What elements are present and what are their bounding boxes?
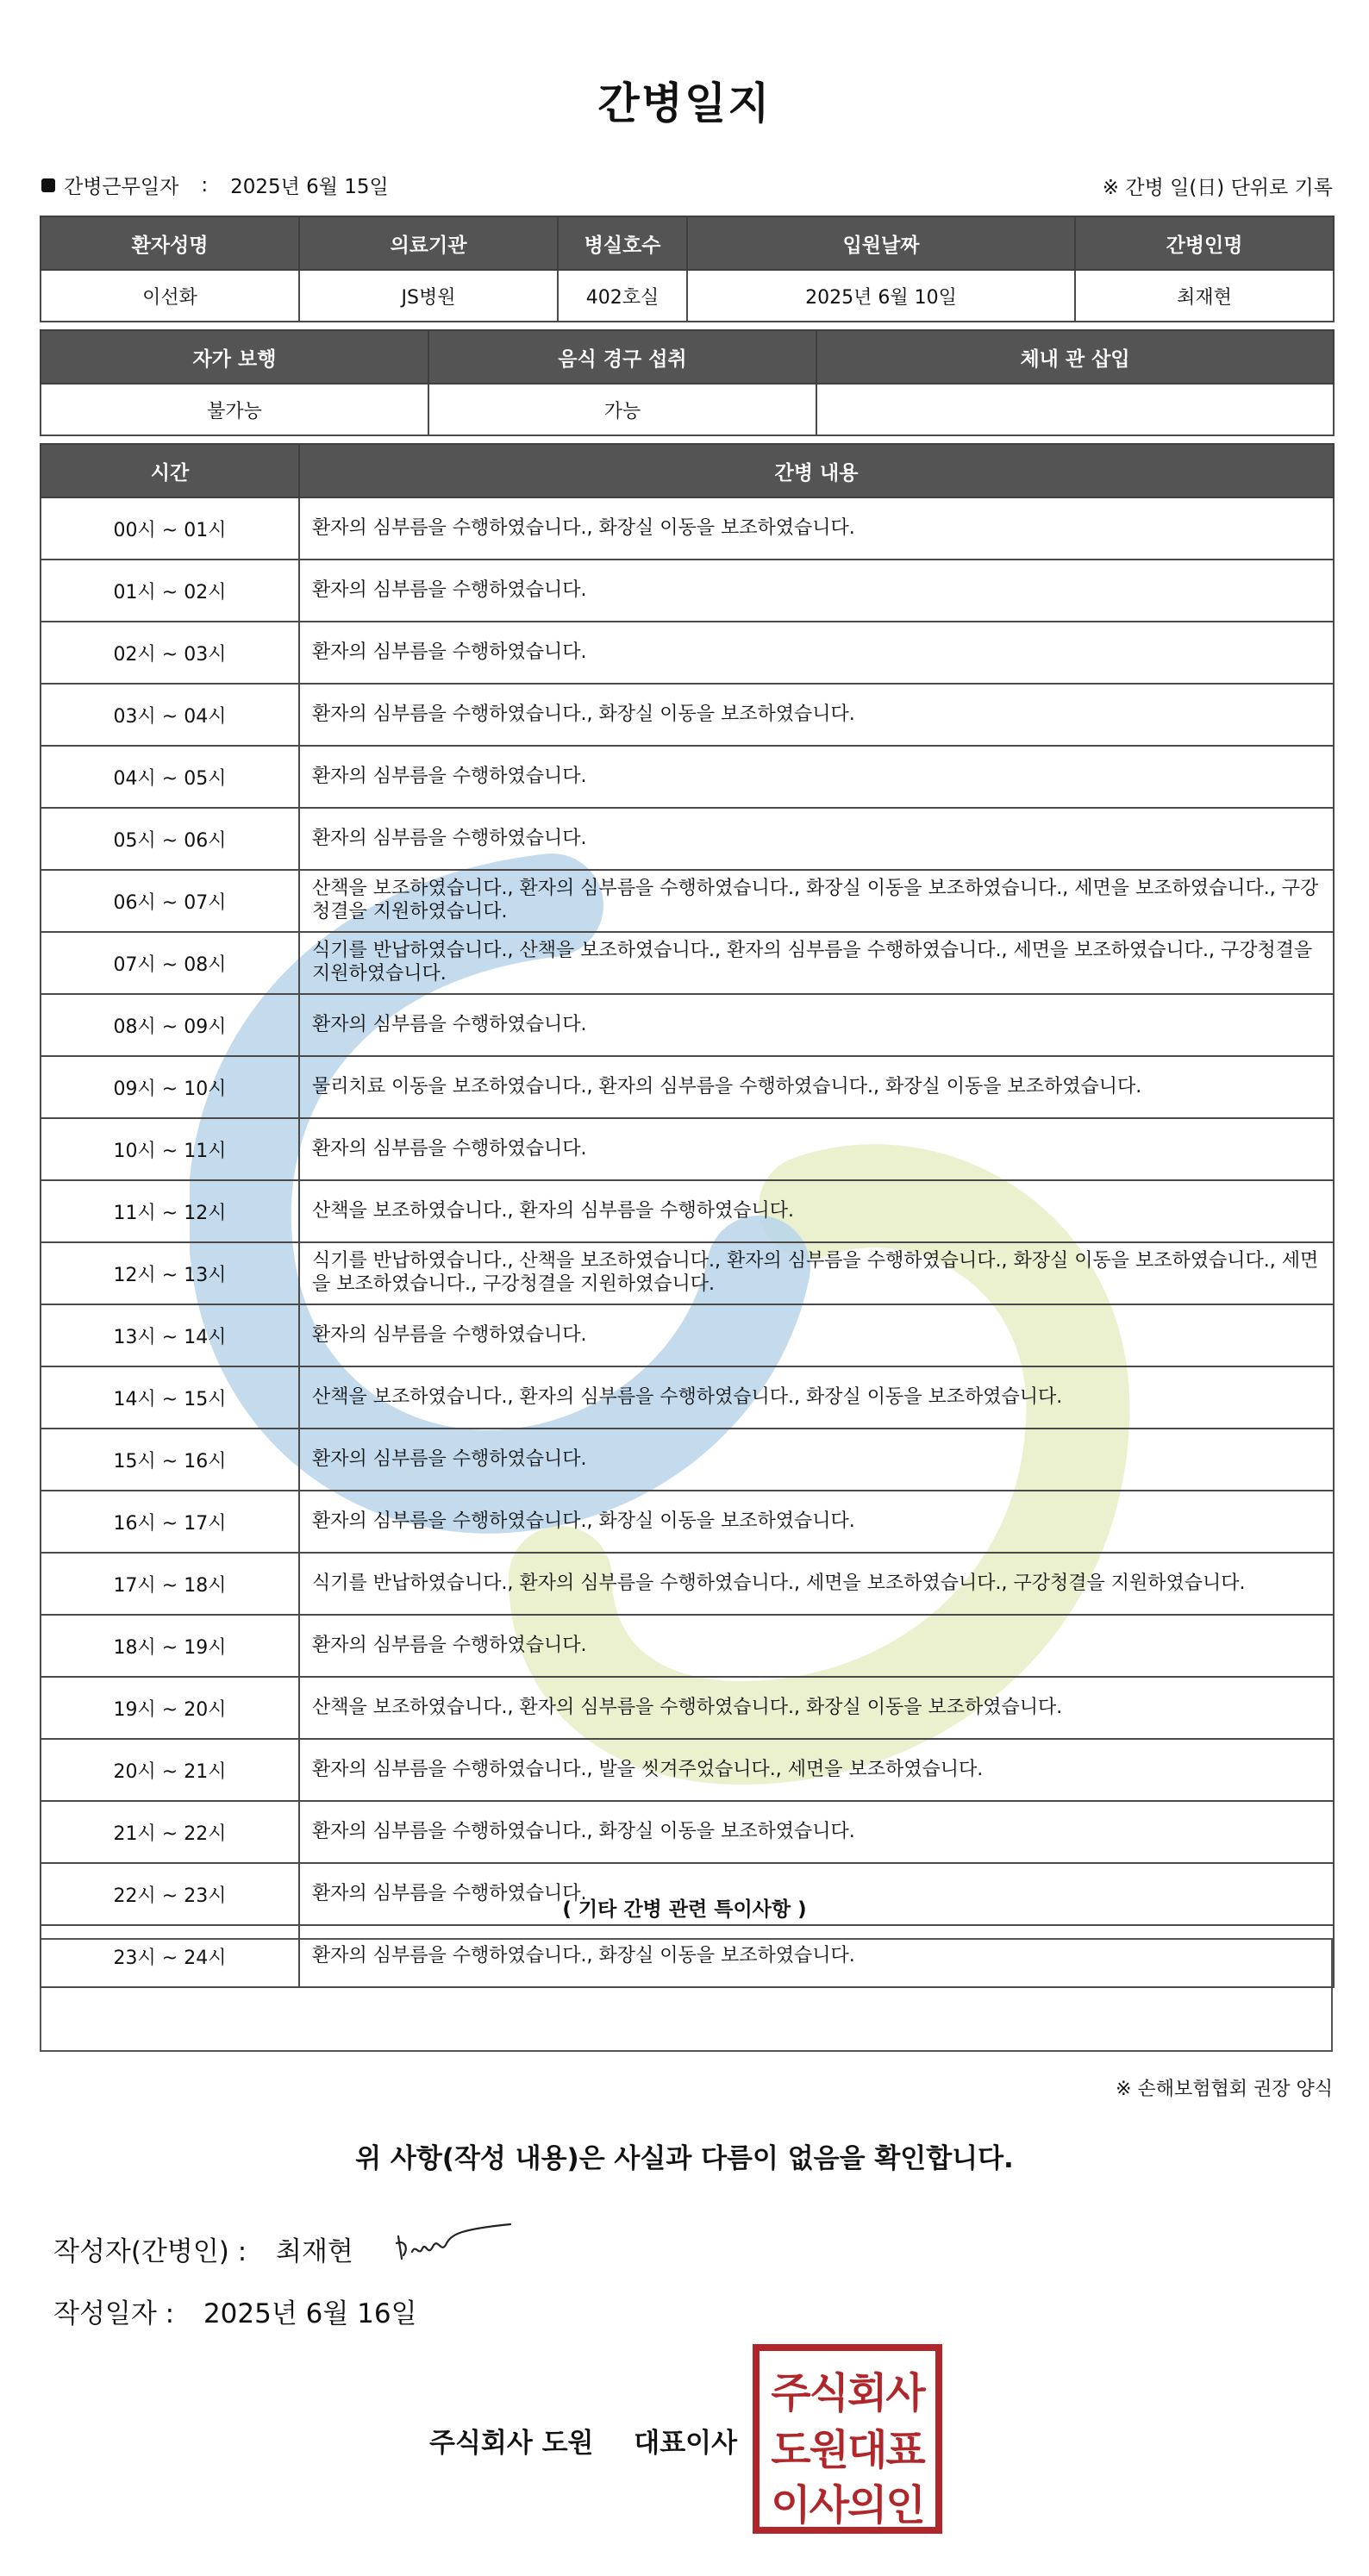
time-slot-cell: 17시 ~ 18시 (41, 1553, 299, 1615)
time-slot-cell: 21시 ~ 22시 (41, 1801, 299, 1863)
tube-insertion-value (816, 384, 1334, 435)
svg-text:이사의인: 이사의인 (771, 2481, 924, 2529)
table-row (41, 1304, 1334, 1366)
time-slot-cell: 19시 ~ 20시 (41, 1677, 299, 1739)
care-content-cell: 환자의 심부름을 수행하였습니다. (299, 994, 1334, 1056)
work-date-line (41, 171, 389, 199)
company-title: 대표이사 (634, 2428, 738, 2459)
time-slot-cell: 04시 ~ 05시 (41, 746, 299, 808)
time-slot-cell: 03시 ~ 04시 (41, 684, 299, 746)
time-slot-cell: 23시 ~ 24시 (41, 1925, 299, 1987)
author-line (53, 2229, 353, 2268)
time-slot-cell: 11시 ~ 12시 (41, 1180, 299, 1242)
written-date-label: 작성일자 : (53, 2298, 175, 2329)
work-date-label: 간병근무일자 (64, 176, 179, 198)
care-content-cell: 환자의 심부름을 수행하였습니다. (299, 622, 1334, 684)
table-row (41, 1863, 1334, 1925)
care-log-table (40, 443, 1335, 1988)
time-slot-cell: 13시 ~ 14시 (41, 1304, 299, 1366)
patient-value-row (41, 270, 1334, 322)
patient-name: 이선화 (41, 270, 299, 322)
bullet-square-icon (41, 178, 55, 192)
care-content-cell: 환자의 심부름을 수행하였습니다. (299, 1429, 1334, 1491)
patient-status-table (40, 329, 1335, 436)
form-note: ※ 손해보험협회 권장 양식 (1116, 2079, 1333, 2100)
header-tube-insertion: 체내 관 삽입 (816, 330, 1334, 384)
company-seal-stamp (752, 2343, 943, 2535)
time-slot-cell: 09시 ~ 10시 (41, 1056, 299, 1118)
written-date-value: 2025년 6월 16일 (203, 2298, 417, 2329)
table-row (41, 1553, 1334, 1615)
time-slot-cell: 05시 ~ 06시 (41, 808, 299, 870)
care-content-cell: 환자의 심부름을 수행하였습니다. (299, 1304, 1334, 1366)
care-content-cell: 환자의 심부름을 수행하였습니다., 화장실 이동을 보조하였습니다. (299, 1925, 1334, 1987)
work-date-separator: : (201, 173, 209, 197)
time-slot-cell: 12시 ~ 13시 (41, 1242, 299, 1304)
company-name: 주식회사 도원 (429, 2428, 594, 2459)
header-patient-name: 환자성명 (41, 216, 299, 270)
table-row (41, 1739, 1334, 1801)
patient-info-table (40, 216, 1335, 322)
header-caregiver: 간병인명 (1075, 216, 1334, 270)
care-content-cell: 환자의 심부름을 수행하였습니다. (299, 560, 1334, 622)
care-content-cell: 산책을 보조하였습니다., 환자의 심부름을 수행하였습니다., 화장실 이동을 보조하였습니다., 세면을 보조하였습니다., 구강청결을 지원하였습니다. (299, 870, 1334, 932)
table-row (41, 994, 1334, 1056)
header-oral-intake: 음식 경구 섭취 (428, 330, 816, 384)
special-notes-title: ( 기타 간병 관련 특이사항 ) (562, 1898, 807, 1921)
table-row (41, 1801, 1334, 1863)
care-content-cell: 산책을 보조하였습니다., 환자의 심부름을 수행하였습니다., 화장실 이동을 보조하였습니다. (299, 1366, 1334, 1429)
table-row (41, 932, 1334, 994)
header-room: 병실호수 (558, 216, 687, 270)
care-content-cell: 환자의 심부름을 수행하였습니다., 발을 씻겨주었습니다., 세면을 보조하였습니다. (299, 1739, 1334, 1801)
admission-date: 2025년 6월 10일 (687, 270, 1075, 322)
svg-text:주식회사: 주식회사 (771, 2369, 924, 2417)
time-slot-cell: 00시 ~ 01시 (41, 497, 299, 560)
signature-image (390, 2217, 519, 2269)
time-slot-cell: 01시 ~ 02시 (41, 560, 299, 622)
table-row (41, 870, 1334, 932)
table-row (41, 1056, 1334, 1118)
care-content-cell: 환자의 심부름을 수행하였습니다. (299, 1118, 1334, 1180)
company-signature-line (429, 2421, 737, 2460)
care-content-cell: 물리치료 이동을 보조하였습니다., 환자의 심부름을 수행하였습니다., 화장실 이동을 보조하였습니다. (299, 1056, 1334, 1118)
table-row (41, 1242, 1334, 1304)
written-date-line (53, 2292, 417, 2330)
care-content-cell: 환자의 심부름을 수행하였습니다., 화장실 이동을 보조하였습니다. (299, 1801, 1334, 1863)
care-header-row (41, 444, 1334, 497)
table-row (41, 622, 1334, 684)
care-content-cell: 환자의 심부름을 수행하였습니다. (299, 1863, 1334, 1925)
care-content-cell: 식기를 반납하였습니다., 산책을 보조하였습니다., 환자의 심부름을 수행하였습니다., 세면을 보조하였습니다., 구강청결을 지원하였습니다. (299, 932, 1334, 994)
confirmation-statement: 위 사항(작성 내용)은 사실과 다름이 없음을 확인합니다. (355, 2143, 1014, 2174)
self-walking-value: 불가능 (41, 384, 428, 435)
hospital-name: JS병원 (299, 270, 558, 322)
time-slot-cell: 16시 ~ 17시 (41, 1491, 299, 1553)
care-content-cell: 환자의 심부름을 수행하였습니다. (299, 808, 1334, 870)
header-hospital: 의료기관 (299, 216, 558, 270)
care-content-cell: 산책을 보조하였습니다., 환자의 심부름을 수행하였습니다., 화장실 이동을 보조하였습니다. (299, 1677, 1334, 1739)
care-content-cell: 환자의 심부름을 수행하였습니다., 화장실 이동을 보조하였습니다. (299, 684, 1334, 746)
table-row (41, 808, 1334, 870)
care-content-cell: 환자의 심부름을 수행하였습니다., 화장실 이동을 보조하였습니다. (299, 497, 1334, 560)
time-slot-cell: 18시 ~ 19시 (41, 1615, 299, 1677)
patient-header-row (41, 216, 1334, 270)
care-log-body (41, 497, 1334, 1987)
time-slot-cell: 02시 ~ 03시 (41, 622, 299, 684)
table-row (41, 1366, 1334, 1429)
table-row (41, 1491, 1334, 1553)
unit-note: ※ 간병 일(日) 단위로 기록 (1102, 177, 1333, 199)
care-content-cell: 환자의 심부름을 수행하였습니다., 화장실 이동을 보조하였습니다. (299, 1491, 1334, 1553)
time-slot-cell: 07시 ~ 08시 (41, 932, 299, 994)
svg-text:도원대표: 도원대표 (771, 2426, 924, 2474)
table-row (41, 497, 1334, 560)
status-header-row (41, 330, 1334, 384)
header-admission-date: 입원날짜 (687, 216, 1075, 270)
author-label: 작성자(간병인) : (53, 2236, 247, 2267)
author-name: 최재현 (276, 2236, 353, 2267)
table-row (41, 560, 1334, 622)
oral-intake-value: 가능 (428, 384, 816, 435)
table-row (41, 1615, 1334, 1677)
table-row (41, 684, 1334, 746)
time-slot-cell: 15시 ~ 16시 (41, 1429, 299, 1491)
care-content-cell: 산책을 보조하였습니다., 환자의 심부름을 수행하였습니다. (299, 1180, 1334, 1242)
time-slot-cell: 20시 ~ 21시 (41, 1739, 299, 1801)
table-row (41, 1925, 1334, 1987)
care-content-cell: 식기를 반납하였습니다., 산책을 보조하였습니다., 환자의 심부름을 수행하였습니다., 화장실 이동을 보조하였습니다., 세면을 보조하였습니다., 구강청결을 지원하였습니다. (299, 1242, 1334, 1304)
care-content-cell: 환자의 심부름을 수행하였습니다. (299, 1615, 1334, 1677)
room-number: 402호실 (558, 270, 687, 322)
table-row (41, 746, 1334, 808)
time-slot-cell: 22시 ~ 23시 (41, 1863, 299, 1925)
time-slot-cell: 08시 ~ 09시 (41, 994, 299, 1056)
page-title: 간병일지 (597, 78, 772, 128)
table-row (41, 1429, 1334, 1491)
care-content-cell: 식기를 반납하였습니다., 환자의 심부름을 수행하였습니다., 세면을 보조하였습니다., 구강청결을 지원하였습니다. (299, 1553, 1334, 1615)
table-row (41, 1180, 1334, 1242)
header-care-content: 간병 내용 (299, 444, 1334, 497)
care-content-cell: 환자의 심부름을 수행하였습니다. (299, 746, 1334, 808)
caregiver-name: 최재현 (1075, 270, 1334, 322)
table-row (41, 1118, 1334, 1180)
status-value-row (41, 384, 1334, 435)
work-date-value: 2025년 6월 15일 (230, 176, 389, 198)
time-slot-cell: 14시 ~ 15시 (41, 1366, 299, 1429)
header-self-walking: 자가 보행 (41, 330, 428, 384)
time-slot-cell: 10시 ~ 11시 (41, 1118, 299, 1180)
time-slot-cell: 06시 ~ 07시 (41, 870, 299, 932)
table-row (41, 1677, 1334, 1739)
header-time: 시간 (41, 444, 299, 497)
